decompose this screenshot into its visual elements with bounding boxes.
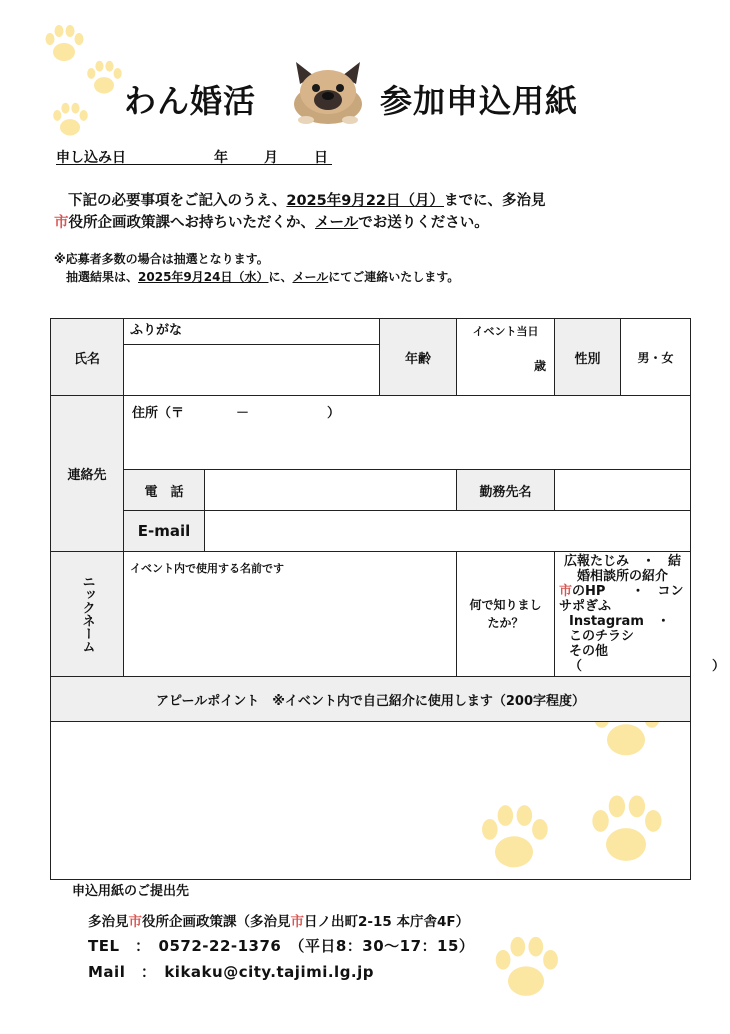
page-title [0, 72, 730, 132]
lottery-note: ※応募者多数の場合は抽選となります。 [54, 252, 269, 266]
result-date: 2025年9月24日（水） [138, 270, 269, 284]
intro-line2-a: 役所企画政策課へお持ちいただくか、 [68, 215, 315, 231]
apply-date-year: 年 [214, 150, 228, 166]
addr-a: 多治見 [88, 914, 129, 930]
gender-options[interactable]: 男・女 [621, 319, 691, 396]
nickname-label: ニックネーム [79, 575, 95, 653]
addr-c: 日ノ出町2-15 本庁舎4F） [304, 914, 470, 930]
apply-date-line [56, 147, 332, 165]
addr-city-mark: 市 [128, 914, 142, 930]
intro-line1-pre: 下記の必要事項をご記入のうえ、 [68, 193, 287, 209]
appeal-label: アピールポイント ※イベント内で自己紹介に使用します（200字程度） [51, 677, 691, 722]
nickname-field[interactable] [124, 552, 457, 677]
event-day-label: イベント当日 [472, 325, 539, 338]
phone-field[interactable] [205, 470, 457, 511]
age-field[interactable] [457, 319, 555, 396]
options-city-mark: 市 [559, 584, 573, 599]
furigana-field[interactable] [124, 319, 380, 345]
title-part2: 参加申込用紙 [380, 82, 579, 120]
result-post: にてご連絡いたします。 [328, 270, 460, 284]
apply-date-day: 日 [314, 150, 328, 166]
result-pre: 抽選結果は、 [66, 270, 139, 284]
result-mid: に、 [268, 270, 293, 284]
option-line3: Instagram ・ このチラシ [569, 614, 683, 644]
age-label: 年齢 [380, 319, 457, 396]
nickname-label-cell [51, 552, 124, 677]
email-label: E-mail [124, 511, 205, 552]
paw-print-icon [490, 932, 562, 1004]
apply-date-label: 申し込み日 [56, 150, 126, 166]
application-form [50, 318, 726, 880]
how-known-options[interactable] [555, 552, 726, 677]
name-label: 氏名 [51, 319, 124, 396]
workplace-label: 勤務先名 [457, 470, 555, 511]
furigana-label: ふりがな [130, 323, 183, 338]
submission-address [88, 910, 469, 930]
option-line1: 広報たじみ ・ 結婚相談所の紹介 [564, 554, 682, 584]
email-field[interactable] [205, 511, 691, 552]
paw-print-icon [42, 22, 86, 66]
workplace-field[interactable] [555, 470, 691, 511]
phone-label: 電 話 [124, 470, 205, 511]
contact-label: 連絡先 [51, 396, 124, 552]
appeal-field[interactable] [51, 722, 691, 880]
sai-label: 歳 [534, 359, 547, 373]
addr-b: 役所企画政策課（多治見 [142, 914, 291, 930]
submission-mail[interactable]: Mail ： kikaku@city.tajimi.lg.jp [88, 963, 375, 981]
name-field[interactable] [124, 345, 380, 396]
intro-mail: メール [315, 215, 359, 231]
intro-line2-b: でお送りください。 [358, 215, 489, 231]
submission-heading: 申込用紙のご提出先 [72, 884, 190, 899]
intro-text [54, 190, 674, 234]
how-known-label: 何で知りましたか？ [457, 552, 555, 677]
option-line4: その他（ ） [569, 644, 726, 674]
gender-label: 性別 [555, 319, 621, 396]
address-label: 住所（〒 － ） [132, 406, 341, 421]
option-line2: のHP ・ コンサポぎふ [559, 584, 684, 614]
address-field[interactable] [124, 396, 691, 470]
result-mail: メール [292, 270, 329, 284]
addr-city-mark-2: 市 [290, 914, 304, 930]
apply-date-month: 月 [264, 150, 278, 166]
submission-tel: TEL ： 0572-22-1376 （平日8：30～17：15） [88, 937, 475, 955]
deadline: 2025年9月22日（月） [286, 193, 444, 209]
title-part1: わん婚活 [124, 82, 257, 120]
intro-line1-post: までに、多治見 [444, 193, 546, 209]
city-mark: 市 [54, 215, 69, 231]
french-bulldog-illustration [286, 60, 370, 126]
notes [54, 250, 694, 286]
nickname-note: イベント内で使用する名前です [130, 562, 284, 575]
